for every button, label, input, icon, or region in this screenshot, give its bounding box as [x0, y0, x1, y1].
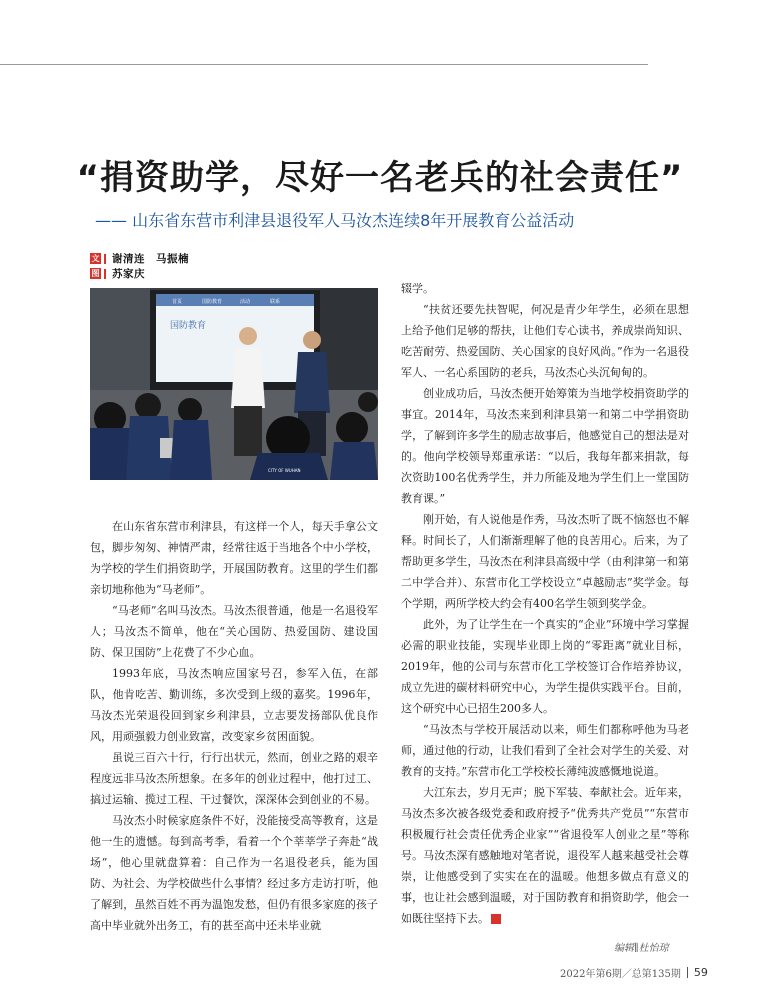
screen-nav-0: 首页 [172, 299, 183, 305]
paragraph: 虽说三百六十行，行行出状元，然而，创业之路的艰辛程度远非马汝杰所想象。在多年的创业过程中，他打过工、搞过运输、揽过工程、干过餐饮，深深体会到创业的不易。 [90, 751, 378, 806]
screen-nav-2: 活动 [240, 299, 251, 305]
end-mark-icon: G [491, 914, 501, 924]
page-number: 59 [693, 966, 708, 979]
body-column-left [90, 516, 378, 936]
article-title: “捐资助学，尽好一名老兵的社会责任” [76, 158, 684, 198]
classroom-photo-illustration [90, 288, 378, 480]
paragraph: 在山东省东营市利津县，有这样一个人，每天手拿公文包，脚步匆匆、神情严肃，经常往返于当地各个中小学校，为学校的学生们捐资助学，开展国防教育。这里的学生们都亲切地称他为“马老师”。 [90, 520, 378, 596]
role-divider [104, 254, 106, 264]
paragraph: 创业成功后，马汝杰便开始筹策为当地学校捐资助学的事宜。2014年，马汝杰来到利津县第一和第二中学捐资助学，了解到许多学生的励志故事后，他感觉自己的想法是对的。他向学校领导郑重承诺：“以后，我每年都来捐款，每次资助100名优秀学生，并力所能及地为学生们上一堂国防教育课。” [401, 387, 689, 505]
paragraph: 此外，为了让学生在一个真实的“企业”环境中学习掌握必需的职业技能，实现毕业即上岗的“零距离”就业目标，2019年，他的公司与东营市化工学校签订合作培养协议，成立先进的碳材料研究中心，为学生提供实践平台。目前，这个研究中心已招生200多人。 [401, 618, 689, 715]
paragraph: “马汝杰与学校开展活动以来，师生们都称呼他为马老师，通过他的行动，让我们看到了全社会对学生的关爱、对教育的支持。”东营市化工学校校长薄纯波感慨地说道。 [401, 723, 689, 778]
article-subtitle: —— 山东省东营市利津县退役军人马汝杰连续8年开展教育公益活动 [95, 211, 575, 230]
classroom-photo [90, 288, 378, 480]
role-divider [104, 269, 106, 279]
page-footer [560, 965, 708, 980]
footer-divider [687, 967, 688, 978]
paragraph: 刚开始，有人说他是作秀，马汝杰听了既不恼怒也不解释。时间长了，人们渐渐理解了他的良苦用心。后来，为了帮助更多学生，马汝杰在利津县高级中学（由利津第一和第二中学合并）、东营市化工学校设立“卓越励志”奖学金。每个学期，两所学校大约会有400名学生领到奖学金。 [401, 513, 689, 610]
paragraph: “扶贫还要先扶智呢，何况是青少年学生，必须在思想上给予他们足够的帮扶，让他们专心读书，养成崇尚知识、吃苦耐劳、热爱国防、关心国家的良好风尚。”作为一名退役军人、一名心系国防的老兵，马汝杰心头沉甸甸的。 [401, 303, 689, 379]
shirt-text: CITY OF WUHAN [268, 468, 301, 473]
byline [90, 251, 189, 281]
role-badge-photo: 图 [91, 269, 100, 278]
paragraph: 1993年底，马汝杰响应国家号召，参军入伍，在部队，他肯吃苦、勤训练，多次受到上级的嘉奖。1996年，马汝杰光荣退役回到家乡利津县，立志要发扬部队优良作风，用顽强毅力创业致富，改变家乡贫困面貌。 [90, 667, 378, 743]
paragraph-last [401, 782, 689, 929]
header-rule [0, 64, 648, 65]
role-badge-text: 文 [91, 254, 100, 263]
screen-nav-1: 国防教育 [202, 299, 223, 305]
photo-authors: 苏家庆 [112, 268, 145, 280]
text-authors: 谢清连 马振楠 [112, 253, 189, 265]
body-column-right [401, 278, 689, 929]
paragraph: 马汝杰小时候家庭条件不好，没能接受高等教育，这是他一生的遗憾。每到高考季，看着一个个莘莘学子奔赴“战场”，他心里就盘算着：自己作为一名退役老兵，能为国防、为社会、为学校做些什么事情？经过多方走访打听，他了解到，虽然百姓不再为温饱发愁，但仍有很多家庭的孩子高中毕业就外出务工，有的甚至高中还未毕业就 [90, 814, 378, 932]
byline-photo [90, 266, 189, 281]
editor-credit: 编辑∥杜怡琼 [614, 943, 669, 954]
screen-nav-3: 联系 [270, 299, 281, 305]
paragraph: “马老师”名叫马汝杰。马汝杰很普通，他是一名退役军人；马汝杰不简单，他在“关心国防、热爱国防、建设国防、保卫国防”上花费了不少心血。 [90, 604, 378, 659]
paragraph-continued: 辍学。 [401, 282, 434, 295]
issue-info: 2022年第6期／总第135期 [560, 969, 681, 980]
screen-heading: 国防教育 [170, 321, 207, 331]
byline-text [90, 251, 189, 266]
last-paragraph-text: 大江东去，岁月无声；脱下军装、奉献社会。近年来，马汝杰多次被各级党委和政府授予“优秀共产党员”“东营市积极履行社会责任优秀企业家”“省退役军人创业之星”等称号。马汝杰深有感触地对笔者说，退役军人越来越受社会尊崇，让他感受到了实实在在的温暖。他想多做点有意义的事，也让社会感到温暖，对于国防教育和捐资助学，他会一如既往坚持下去。 [401, 786, 689, 925]
